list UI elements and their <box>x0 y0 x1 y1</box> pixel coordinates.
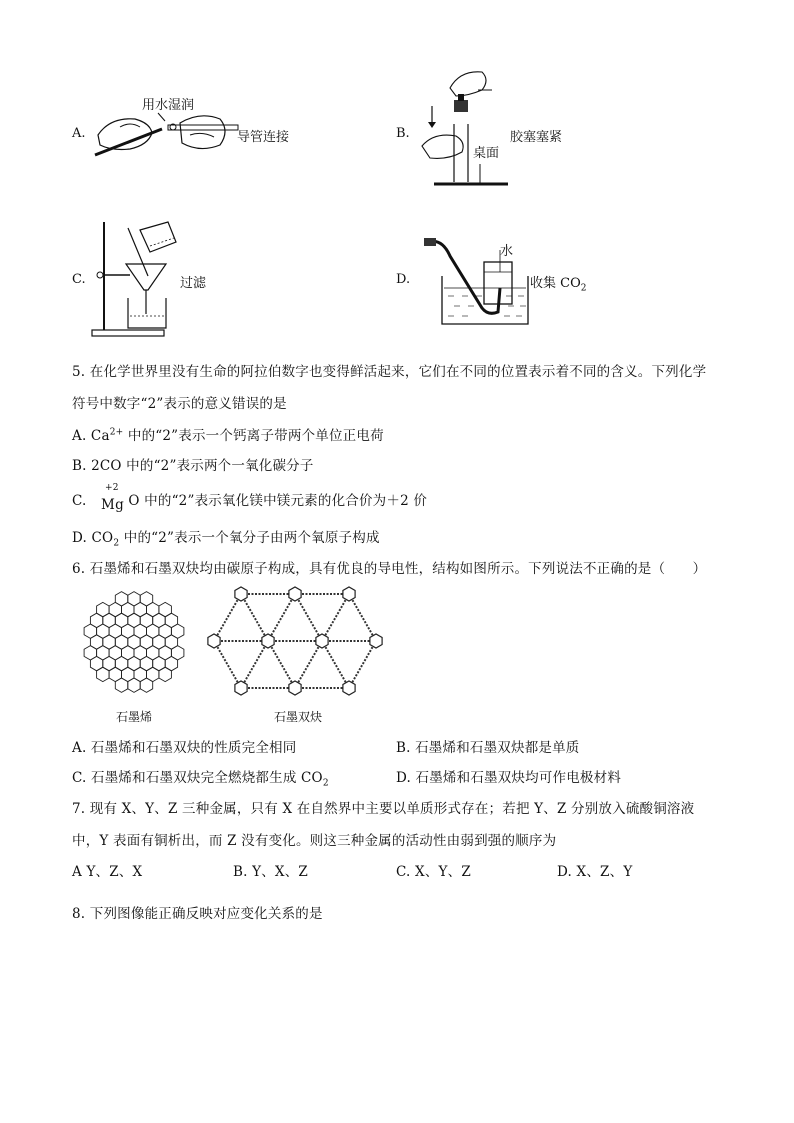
graphdiyne-link <box>349 641 376 688</box>
graphdiyne-link <box>295 641 322 688</box>
q6-option-b: B. 石墨烯和石墨双炔都是单质 <box>396 740 580 756</box>
q7-option-d: D. X、Z、Y <box>557 864 633 880</box>
caption-graphene: 石墨烯 <box>116 710 153 724</box>
graphene-hexagon <box>159 667 172 681</box>
q5-option-c: C. +2 Mg O 中的“2”表示氧化镁中镁元素的化合价为＋2 价 <box>72 483 428 513</box>
graphdiyne-hexagon <box>235 587 247 601</box>
q8-stem: 8. 下列图像能正确反映对应变化关系的是 <box>72 906 323 922</box>
graphene-hexagon <box>140 678 153 692</box>
graphene-hexagon <box>115 678 128 692</box>
q7-option-c: C. X、Y、Z <box>396 864 471 880</box>
q5-stem-line1: 5. 在化学世界里没有生命的阿拉伯数字也变得鲜活起来，它们在不同的位置表示着不同的含义。下列化学 <box>72 364 707 380</box>
graphdiyne-link <box>241 641 268 688</box>
graphdiyne-hexagon <box>289 681 301 695</box>
q5-option-d: D. $CO_2$ 中的“2”表示一个氧分子由两个氧原子构成 <box>72 530 380 549</box>
q6-option-c: C. 石墨烯和石墨双炔完全燃烧都生成 $CO_2$ <box>72 770 329 789</box>
figure-d-illustration <box>420 236 530 328</box>
graphdiyne-link <box>214 594 241 641</box>
graphene-structure-diagram <box>76 588 192 696</box>
q7-stem-line1: 7. 现有 X、Y、Z 三种金属，只有 X 在自然界中主要以单质形式存在；若把 Y、Z 分别放入硫酸铜溶液 <box>72 801 695 817</box>
graphdiyne-hexagon <box>235 681 247 695</box>
q6-stem: 6. 石墨烯和石墨双炔均由碳原子构成，具有优良的导电性，结构如图所示。下列说法不正确的是（ ） <box>72 561 707 577</box>
graphdiyne-link <box>268 594 295 641</box>
q7-option-b: B. Y、X、Z <box>233 864 309 880</box>
q7-stem-line2: 中，Y 表面有铜析出，而 Z 没有变化。则这三种金属的活动性由弱到强的顺序为 <box>72 833 557 849</box>
label-wet-with-water: 用水湿润 <box>142 98 195 113</box>
graphdiyne-link <box>268 641 295 688</box>
graphdiyne-structure-diagram <box>204 582 384 702</box>
graphene-hexagon <box>97 667 110 681</box>
graphdiyne-hexagon <box>262 634 274 648</box>
graphdiyne-link <box>322 641 349 688</box>
figure-b-illustration <box>420 66 510 196</box>
graphdiyne-link <box>214 641 241 688</box>
graphdiyne-hexagon <box>316 634 328 648</box>
graphdiyne-link <box>322 594 349 641</box>
q6-option-a: A. 石墨烯和石墨双炔的性质完全相同 <box>72 740 297 756</box>
graphdiyne-hexagon <box>208 634 220 648</box>
option-letter-d: D. <box>396 272 411 287</box>
figure-c-illustration <box>90 218 180 343</box>
option-letter-b: B. <box>396 126 410 141</box>
label-filtration: 过滤 <box>180 276 207 291</box>
graphdiyne-hexagon <box>289 587 301 601</box>
figure-a-illustration <box>90 105 240 160</box>
label-collect-co2: 收集 $CO_2$ <box>530 276 587 294</box>
graphdiyne-hexagon <box>343 681 355 695</box>
caption-graphdiyne: 石墨双炔 <box>274 710 323 724</box>
option-letter-a: A. <box>72 126 86 141</box>
q5-option-a: A. $Ca^{2+}$ 中的“2”表示一个钙离子带两个单位正电荷 <box>72 427 384 444</box>
label-table-surface: 桌面 <box>473 146 500 161</box>
graphdiyne-link <box>349 594 376 641</box>
q5-option-b: B. 2CO 中的“2”表示两个一氧化碳分子 <box>72 458 314 474</box>
graphdiyne-hexagon <box>343 587 355 601</box>
graphdiyne-link <box>241 594 268 641</box>
graphdiyne-hexagon <box>370 634 382 648</box>
q5-stem-line2: 符号中数字“2”表示的意义错误的是 <box>72 396 287 412</box>
label-water: 水 <box>500 244 514 259</box>
graphdiyne-link <box>295 594 322 641</box>
graphene-hexagon <box>128 678 140 692</box>
q7-option-a: A Y、Z、X <box>72 864 143 880</box>
q6-option-d: D. 石墨烯和石墨双炔均可作电极材料 <box>396 770 622 786</box>
label-tube-connect: 导管连接 <box>237 130 290 145</box>
label-stopper-tight: 胶塞塞紧 <box>510 130 563 145</box>
option-letter-c: C. <box>72 272 86 287</box>
